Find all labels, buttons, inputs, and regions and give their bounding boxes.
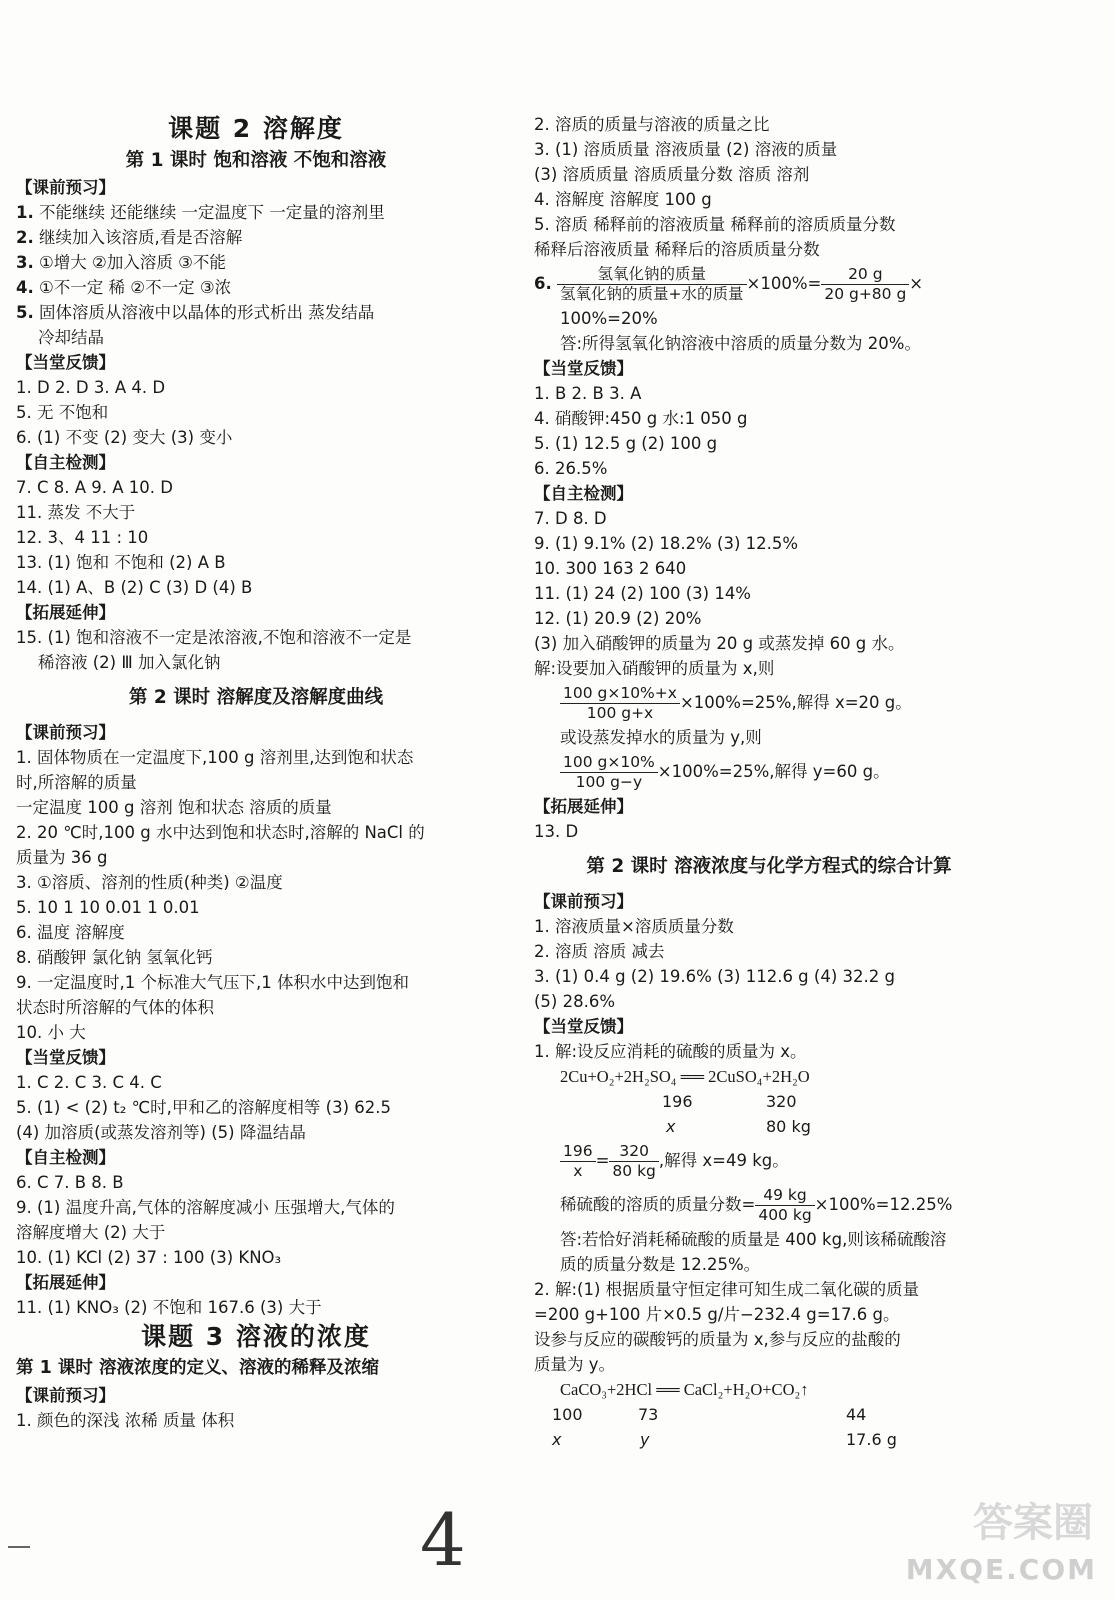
- answer-line: 3. ①增大 ②加入溶质 ③不能: [16, 253, 226, 272]
- lesson-title: 第 1 课时 饱和溶液 不饱和溶液: [125, 150, 387, 171]
- answer-line: 10. 小 大: [16, 1023, 86, 1042]
- subsection-heading: 【课前预习】: [16, 1386, 115, 1405]
- answer-line: 4. 硝酸钾:450 g 水:1 050 g: [534, 409, 748, 428]
- answer-line: 3. ①溶质、溶剂的性质(种类) ②温度: [16, 873, 283, 892]
- answer-line: 12. (1) 20.9 (2) 20%: [534, 609, 702, 628]
- answer-line: 6. C 7. B 8. B: [16, 1173, 124, 1192]
- answer-line: 13. D: [534, 822, 579, 841]
- answer-line: 质的质量分数是 12.25%。: [560, 1255, 761, 1274]
- subsection-heading: 【当堂反馈】: [16, 353, 115, 372]
- answer-line: 或设蒸发掉水的质量为 y,则: [560, 728, 762, 747]
- answer-line: (5) 28.6%: [534, 992, 616, 1011]
- answer-line: 10. (1) KCl (2) 37 : 100 (3) KNO₃: [16, 1248, 282, 1267]
- equation-row: 196 320: [662, 1092, 797, 1111]
- answer-line: 3. (1) 0.4 g (2) 19.6% (3) 112.6 g (4) 32.2 g: [534, 967, 895, 986]
- answer-line: 5. 10 1 10 0.01 1 0.01: [16, 898, 200, 917]
- answer-line: 7. D 8. D: [534, 509, 607, 528]
- answer-line: 2. 溶质的质量与溶液的质量之比: [534, 115, 770, 134]
- section-title: 课题 3 溶液的浓度: [141, 1322, 371, 1351]
- subsection-heading: 【拓展延伸】: [16, 1273, 115, 1292]
- answer-line: 8. 硝酸钾 氯化钠 氢氧化钙: [16, 948, 213, 967]
- answer-line: 6. 26.5%: [534, 459, 608, 478]
- lesson-title: 第 2 课时 溶解度及溶解度曲线: [128, 687, 384, 708]
- answer-line: 9. (1) 温度升高,气体的溶解度减小 压强增大,气体的: [16, 1198, 395, 1217]
- subsection-heading: 【当堂反馈】: [16, 1048, 115, 1067]
- fraction: $\frac{100 g\times 10\%+x}{100 g+x}$: [560, 684, 680, 723]
- answer-line: 2. 解:(1) 根据质量守恒定律可知生成二氧化碳的质量: [534, 1280, 920, 1299]
- subsection-heading: 【当堂反馈】: [534, 359, 633, 378]
- answer-line: 1. 解:设反应消耗的硫酸的质量为 x。: [534, 1042, 807, 1061]
- answer-line: 答:若恰好消耗稀硫酸的质量是 400 kg,则该稀硫酸溶: [560, 1230, 947, 1249]
- answer-line: 4. 溶解度 溶解度 100 g: [534, 190, 712, 209]
- equation-row: x y 17.6 g: [552, 1430, 897, 1449]
- answer-line: 9. (1) 9.1% (2) 18.2% (3) 12.5%: [534, 534, 799, 553]
- fraction: $\frac{20 g}{20 g+80 g}$: [821, 265, 909, 304]
- subsection-heading: 【拓展延伸】: [534, 797, 633, 816]
- answer-line: 2. 20 ℃时,100 g 水中达到饱和状态时,溶解的 NaCl 的: [16, 823, 425, 842]
- fraction: $\frac{49 kg}{400 kg}$: [755, 1186, 814, 1225]
- fraction: 氢氧化钠的质量 氢氧化钠的质量+水的质量: [557, 265, 747, 304]
- answer-line: 2. 继续加入该溶质,看是否溶解: [16, 228, 243, 247]
- answer-line: 5. 无 不饱和: [16, 403, 109, 422]
- answer-line: 1. C 2. C 3. C 4. C: [16, 1073, 162, 1092]
- watermark-text: MXQE.COM: [905, 1553, 1097, 1586]
- answer-line: 解:设要加入硝酸钾的质量为 x,则: [534, 659, 775, 678]
- answer-line: 6. (1) 不变 (2) 变大 (3) 变小: [16, 428, 233, 447]
- fraction: $\frac{196}{x}$: [560, 1142, 596, 1181]
- answer-line: 5. (1) < (2) t₂ ℃时,甲和乙的溶解度相等 (3) 62.5: [16, 1098, 391, 1117]
- answer-line: 时,所溶解的质量: [16, 773, 137, 792]
- answer-line: 2. 溶质 溶质 减去: [534, 942, 665, 961]
- answer-line: 质量为 36 g: [16, 848, 108, 867]
- subsection-heading: 【拓展延伸】: [16, 603, 115, 622]
- chemical-equation: CaCO₃+2HCl ══ CaCl₂+H₂O+CO₂↑: [560, 1380, 809, 1399]
- answer-line: 答:所得氢氧化钠溶液中溶质的质量分数为 20%。: [560, 334, 921, 353]
- formula-line: 稀硫酸的溶质的质量分数= $\frac{49 kg}{400 kg}$ ×100%=12.25%: [560, 1186, 953, 1224]
- answer-line: 稀释后溶液质量 稀释后的溶质质量分数: [534, 240, 820, 259]
- formula-line: $\frac{100 g\times 10\%+x}{100 g+x}$ ×100%=25%,解得 x=20 g。: [534, 681, 1004, 725]
- subsection-heading: 【课前预习】: [16, 178, 115, 197]
- answer-line: 10. 300 163 2 640: [534, 559, 687, 578]
- formula-line: 6. 氢氧化钠的质量 氢氧化钠的质量+水的质量 ×100%= $\frac{20 g}{20 g+80 g}$ ×: [534, 265, 924, 303]
- answer-line: 冷却结晶: [38, 328, 104, 347]
- answer-line: 1. 溶液质量×溶质质量分数: [534, 917, 734, 936]
- equation-row: 100 73 44: [552, 1405, 867, 1424]
- right-column: [534, 112, 1004, 1452]
- answer-line: 溶解度增大 (2) 大于: [16, 1223, 166, 1242]
- answer-line: 11. (1) KNO₃ (2) 不饱和 167.6 (3) 大于: [16, 1298, 322, 1317]
- answer-line: 5. 固体溶质从溶液中以晶体的形式析出 蒸发结晶: [16, 303, 375, 322]
- answer-line: 质量为 y。: [534, 1355, 616, 1374]
- formula-line: $\frac{196}{x}$ = $\frac{320}{80 kg}$ ,解得 x=49 kg。: [534, 1139, 1004, 1183]
- answer-line: 状态时所溶解的气体的体积: [16, 998, 214, 1017]
- left-column: [16, 112, 496, 1433]
- answer-line: 3. (1) 溶质质量 溶液质量 (2) 溶液的质量: [534, 140, 838, 159]
- answer-line: 1. 颜色的深浅 浓稀 质量 体积: [16, 1411, 235, 1430]
- answer-line: 4. ①不一定 稀 ②不一定 ③浓: [16, 278, 232, 297]
- answer-line: 13. (1) 饱和 不饱和 (2) A B: [16, 553, 226, 572]
- answer-line: 稀溶液 (2) Ⅲ 加入氯化钠: [38, 653, 221, 672]
- answer-line: 11. (1) 24 (2) 100 (3) 14%: [534, 584, 751, 603]
- answer-line: 6. 温度 溶解度: [16, 923, 125, 942]
- equation-row: x 80 kg: [666, 1117, 811, 1136]
- answer-line: 15. (1) 饱和溶液不一定是浓溶液,不饱和溶液不一定是: [16, 628, 412, 647]
- answer-line: 1. 固体物质在一定温度下,100 g 溶剂里,达到饱和状态: [16, 748, 414, 767]
- answer-line: (4) 加溶质(或蒸发溶剂等) (5) 降温结晶: [16, 1123, 306, 1142]
- answer-line: 12. 3、4 11 : 10: [16, 528, 149, 547]
- watermark-logo: 答案圈: [973, 1500, 1093, 1546]
- answer-line: 1. D 2. D 3. A 4. D: [16, 378, 166, 397]
- answer-line: (3) 加入硝酸钾的质量为 20 g 或蒸发掉 60 g 水。: [534, 634, 905, 653]
- answer-line: 9. 一定温度时,1 个标准大气压下,1 体积水中达到饱和: [16, 973, 409, 992]
- answer-line: =200 g+100 片×0.5 g/片−232.4 g=17.6 g。: [534, 1305, 900, 1324]
- answer-line: 1. 不能继续 还能继续 一定温度下 一定量的溶剂里: [16, 203, 385, 222]
- subsection-heading: 【自主检测】: [534, 484, 633, 503]
- margin-mark: [8, 1546, 30, 1548]
- section-title: 课题 2 溶解度: [168, 114, 344, 143]
- subsection-heading: 【自主检测】: [16, 1148, 115, 1167]
- subsection-heading: 【当堂反馈】: [534, 1017, 633, 1036]
- fraction: $\frac{100 g\times 10\%}{100 g-y}$: [560, 753, 658, 792]
- fraction: $\frac{320}{80 kg}$: [609, 1142, 658, 1181]
- answer-line: 一定温度 100 g 溶剂 饱和状态 溶质的质量: [16, 798, 332, 817]
- answer-line: 1. B 2. B 3. A: [534, 384, 642, 403]
- page-number: 4: [420, 1498, 466, 1582]
- answer-line: 设参与反应的碳酸钙的质量为 x,参与反应的盐酸的: [534, 1330, 901, 1349]
- subsection-heading: 【自主检测】: [16, 453, 115, 472]
- answer-line: 5. 溶质 稀释前的溶液质量 稀释前的溶质质量分数: [534, 215, 896, 234]
- formula-line: $\frac{100 g\times 10\%}{100 g-y}$ ×100%=25%,解得 y=60 g。: [534, 750, 1004, 794]
- answer-line: 100%=20%: [560, 309, 658, 328]
- subsection-heading: 【课前预习】: [534, 892, 633, 911]
- answer-line: 14. (1) A、B (2) C (3) D (4) B: [16, 578, 253, 597]
- lesson-title: 第 1 课时 溶液浓度的定义、溶液的稀释及浓缩: [16, 1358, 379, 1378]
- answer-line: 5. (1) 12.5 g (2) 100 g: [534, 434, 718, 453]
- answer-line: 11. 蒸发 不大于: [16, 503, 136, 522]
- answer-line: (3) 溶质质量 溶质质量分数 溶质 溶剂: [534, 165, 810, 184]
- chemical-equation: 2Cu+O₂+2H₂SO₄ ══ 2CuSO₄+2H₂O: [560, 1067, 810, 1086]
- lesson-title: 第 2 课时 溶液浓度与化学方程式的综合计算: [586, 856, 952, 877]
- answer-line: 7. C 8. A 9. A 10. D: [16, 478, 173, 497]
- subsection-heading: 【课前预习】: [16, 723, 115, 742]
